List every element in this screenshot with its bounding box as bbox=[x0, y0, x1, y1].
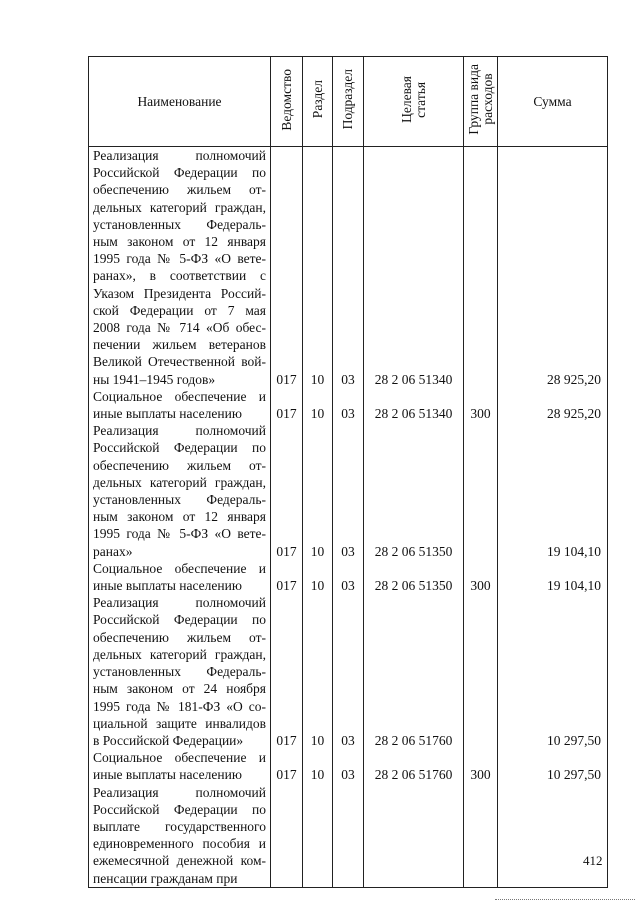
row-name-line: пенсации гражданам при bbox=[93, 870, 238, 886]
row-name-line: дельных категорий граждан, bbox=[93, 199, 266, 215]
header-sum-label: Сумма bbox=[533, 93, 572, 109]
row-name-line: установленных Федераль- bbox=[93, 492, 266, 508]
row-name-cell bbox=[89, 594, 271, 749]
row-grp-cell bbox=[464, 147, 498, 388]
page-number: 412 bbox=[583, 853, 603, 868]
row-name-line: в Российской Федерации» bbox=[93, 732, 244, 748]
header-grp-line1: Группа вида bbox=[465, 64, 481, 135]
header-name-label: Наименование bbox=[137, 93, 222, 109]
row-name-line: Российской Федерации по bbox=[93, 801, 266, 817]
row-name-line: Указом Президента Россий- bbox=[93, 285, 266, 301]
row-name-line: Российской Федерации по bbox=[93, 612, 266, 628]
row-name-line: Реализация полномочий bbox=[93, 784, 266, 800]
row-ved-cell: 017 bbox=[271, 560, 303, 594]
row-name-line: Социальное обеспечение и bbox=[93, 388, 266, 404]
row-grp-cell bbox=[464, 422, 498, 560]
row-name-line: ранах» bbox=[93, 543, 133, 559]
row-sum-cell: 10 297,50 bbox=[498, 594, 608, 749]
row-name-cell bbox=[89, 147, 271, 388]
row-name-line: установленных Федераль- bbox=[93, 216, 266, 232]
header-razd-label: Раздел bbox=[309, 80, 325, 119]
row-name-line: дельных категорий граждан, bbox=[93, 646, 266, 662]
row-name-line: обеспечению жильем от- bbox=[93, 629, 266, 645]
row-name-line: Реализация полномочий bbox=[93, 423, 266, 439]
header-podr-label: Подраздел bbox=[340, 69, 355, 130]
row-sum-cell: 10 297,50 bbox=[498, 749, 608, 783]
row-name-cell bbox=[89, 749, 271, 783]
row-ved-cell bbox=[271, 784, 303, 888]
row-ved-cell: 017 bbox=[271, 422, 303, 560]
row-name-line: обеспечению жильем от- bbox=[93, 457, 266, 473]
table-row bbox=[89, 560, 608, 594]
row-name-line: Великой Отечественной вой- bbox=[93, 354, 266, 370]
row-podr-cell: 03 bbox=[333, 147, 364, 388]
header-grp bbox=[464, 57, 498, 147]
row-name-line: дельных категорий граждан, bbox=[93, 474, 266, 490]
row-podr-cell: 03 bbox=[333, 388, 364, 422]
row-cel-cell: 28 2 06 51350 bbox=[364, 560, 464, 594]
row-cel-cell: 28 2 06 51760 bbox=[364, 594, 464, 749]
header-cel-line2: статья bbox=[412, 81, 428, 118]
header-cel bbox=[364, 57, 464, 147]
table-row bbox=[89, 784, 608, 888]
table-header-row bbox=[89, 57, 608, 147]
row-sum-cell: 28 925,20 bbox=[498, 388, 608, 422]
row-name-line: ежемесячной денежной ком- bbox=[93, 853, 266, 869]
row-grp-cell bbox=[464, 594, 498, 749]
row-name-cell bbox=[89, 784, 271, 888]
row-name-line: ской Федерации от 7 мая bbox=[93, 302, 266, 318]
header-razd bbox=[303, 57, 333, 147]
row-name-line: Социальное обеспечение и bbox=[93, 750, 266, 766]
row-name-line: 1995 года № 181-ФЗ «О со- bbox=[93, 698, 266, 714]
row-name-line: Реализация полномочий bbox=[93, 595, 266, 611]
row-name-line: единовременного пособия и bbox=[93, 836, 266, 852]
row-sum-cell: 19 104,10 bbox=[498, 422, 608, 560]
row-name-line: ным законом от 12 января bbox=[93, 509, 266, 525]
row-name-line: Российской Федерации по bbox=[93, 440, 266, 456]
row-name-cell bbox=[89, 388, 271, 422]
row-name-line: иные выплаты населению bbox=[93, 406, 242, 422]
header-ved bbox=[271, 57, 303, 147]
row-sum-cell: 28 925,20 bbox=[498, 147, 608, 388]
row-name-line: установленных Федераль- bbox=[93, 664, 266, 680]
row-ved-cell: 017 bbox=[271, 147, 303, 388]
header-cel-line1: Целевая bbox=[398, 76, 414, 123]
row-name-line: Российской Федерации по bbox=[93, 165, 266, 181]
row-podr-cell: 03 bbox=[333, 594, 364, 749]
row-cel-cell: 28 2 06 51350 bbox=[364, 422, 464, 560]
table-body bbox=[89, 147, 608, 888]
row-name-line: иные выплаты населению bbox=[93, 767, 242, 783]
row-razd-cell: 10 bbox=[303, 594, 333, 749]
row-razd-cell: 10 bbox=[303, 749, 333, 783]
row-podr-cell bbox=[333, 784, 364, 888]
row-name-line: печении жильем ветеранов bbox=[93, 337, 266, 353]
row-name-line: ным законом от 12 января bbox=[93, 234, 266, 250]
row-razd-cell: 10 bbox=[303, 388, 333, 422]
row-grp-cell: 300 bbox=[464, 388, 498, 422]
row-razd-cell: 10 bbox=[303, 147, 333, 388]
header-name bbox=[89, 57, 271, 147]
row-razd-cell: 10 bbox=[303, 422, 333, 560]
row-name-line: Социальное обеспечение и bbox=[93, 560, 266, 576]
row-cel-cell bbox=[364, 784, 464, 888]
header-grp-label bbox=[467, 64, 495, 135]
row-razd-cell: 10 bbox=[303, 560, 333, 594]
row-cel-cell: 28 2 06 51340 bbox=[364, 147, 464, 388]
row-name-line: циальной защите инвалидов bbox=[93, 715, 266, 731]
row-ved-cell: 017 bbox=[271, 749, 303, 783]
row-cel-cell: 28 2 06 51340 bbox=[364, 388, 464, 422]
row-grp-cell: 300 bbox=[464, 560, 498, 594]
row-name-line: ным законом от 24 ноября bbox=[93, 681, 266, 697]
row-podr-cell: 03 bbox=[333, 560, 364, 594]
row-name-line: иные выплаты населению bbox=[93, 578, 242, 594]
header-grp-line2: расходов bbox=[479, 73, 495, 126]
row-name-line: ранах», в соответствии с bbox=[93, 268, 266, 284]
row-ved-cell: 017 bbox=[271, 388, 303, 422]
row-ved-cell: 017 bbox=[271, 594, 303, 749]
row-name-line: 1995 года № 5-ФЗ «О вете- bbox=[93, 251, 266, 267]
row-name-line: выплате государственного bbox=[93, 818, 266, 834]
table-row bbox=[89, 388, 608, 422]
budget-table bbox=[88, 56, 608, 888]
table-row bbox=[89, 422, 608, 560]
header-cel-label bbox=[400, 76, 428, 123]
row-grp-cell: 300 bbox=[464, 749, 498, 783]
row-name-line: обеспечению жильем от- bbox=[93, 182, 266, 198]
row-name-cell bbox=[89, 560, 271, 594]
header-sum bbox=[498, 57, 608, 147]
row-podr-cell: 03 bbox=[333, 749, 364, 783]
header-ved-label: Ведомство bbox=[278, 68, 294, 131]
row-grp-cell bbox=[464, 784, 498, 888]
header-podr bbox=[333, 57, 364, 147]
row-name-line: ны 1941–1945 годов» bbox=[93, 371, 216, 387]
row-razd-cell bbox=[303, 784, 333, 888]
row-sum-cell: 19 104,10 bbox=[498, 560, 608, 594]
table-row bbox=[89, 749, 608, 783]
row-podr-cell: 03 bbox=[333, 422, 364, 560]
row-name-line: Реализация полномочий bbox=[93, 148, 266, 163]
footer-rule bbox=[495, 899, 635, 900]
table-row bbox=[89, 147, 608, 388]
row-name-line: 2008 года № 714 «Об обес- bbox=[93, 320, 266, 336]
row-name-cell bbox=[89, 422, 271, 560]
row-sum-cell bbox=[498, 784, 608, 888]
row-name-line: 1995 года № 5-ФЗ «О вете- bbox=[93, 526, 266, 542]
table-row bbox=[89, 594, 608, 749]
row-cel-cell: 28 2 06 51760 bbox=[364, 749, 464, 783]
